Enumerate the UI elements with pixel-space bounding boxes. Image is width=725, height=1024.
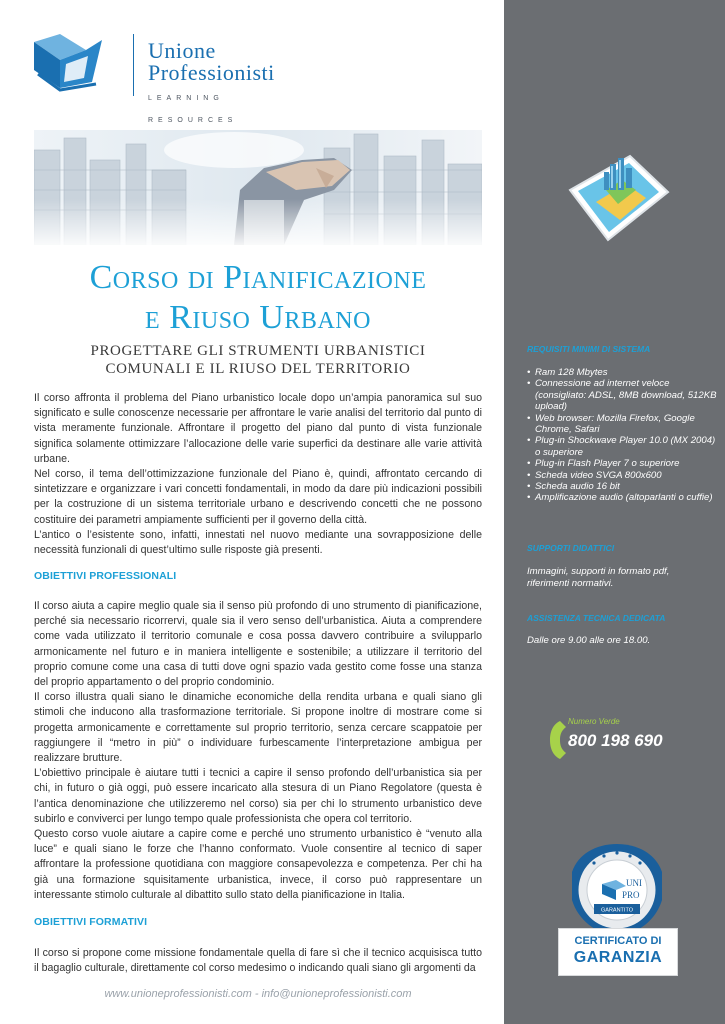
phone-number[interactable]: 800 198 690 — [568, 731, 663, 750]
badge-card — [558, 928, 678, 976]
phone-icon — [550, 721, 566, 759]
badge-line1: CERTIFICATO DI — [574, 935, 662, 947]
hero-image — [34, 130, 482, 245]
course-subtitle-line2: COMUNALI E IL RIUSO DEL TERRITORIO — [105, 361, 411, 377]
section-paragraph: Il corso aiuta a capire meglio quale sia il senso più profondo di uno strumento di pianificazione, perché sia necessario ricorrervi, quale sia il vero senso dell’urbanistica. Aiuta a comprendere come vada utilizzato il territorio comunale e cosa possa davvero contribuire a svilupparlo armonicamente nel futuro e in maniera intelligente e sostenibile; a utilizzare il territorio del proprio comune come una casa di tutti dove ogni spazio vada gestito come fosse una stanza del proprio appartamento o del proprio condominio. — [34, 600, 482, 689]
course-title — [34, 258, 482, 338]
materials-text: Immagini, supporti in formato pdf, riferimenti normativi. — [527, 566, 670, 589]
book-logo-icon — [30, 30, 106, 96]
support-text: Dalle ore 9.00 alle ore 18.00. — [527, 635, 651, 646]
intro-paragraph: Il corso affronta il problema del Piano urbanistico locale dopo un’ampia panoramica sul suo significato e sulle conoscenze necessarie per affrontare le varie analisi del territorio dal punto di vista meramente funzionale. Affrontare il progetto del piano dal punto di vista funzionale significa solamente ottimizzare l’allocazione delle varie superfici da destinare alle varie attività urbane. — [34, 392, 482, 465]
requirements-list — [527, 367, 717, 504]
section-paragraph: Questo corso vuole aiutare a capire come e perché uno strumento urbanistico è “venuto alla luce” e quali siano le forze che l’hanno conformato. Vuole consentire al tecnico di saper affrontare la professione quotidiana con maggiore consapevolezza e competenza. Per chi ha già una formazione squisitamente urbanistica, invece, il corso può rappresentare un interessante stimolo culturale al dibattito sullo stato della pianificazione in Italia. — [34, 828, 482, 901]
brand-name — [148, 40, 300, 132]
list-item: • Amplificazione audio (altoparlanti o cuffie) — [527, 492, 717, 503]
seal-guaranteed: GARANTITO — [601, 907, 633, 914]
section-paragraph: Il corso illustra quali siano le dinamiche economiche della rendita urbana e quali siano gli stimoli che inducono alla trasformazione territoriale. Si propone inoltre di mostrare come si progetta armonicamente e correttamente sul proprio territorio, senza cercare scappatoie per raggiungere il “metro in più” o individuare furbescamente l’interpretazione ambigua per realizzare brutture. — [34, 691, 482, 765]
list-item: • Scheda audio 16 bit — [527, 481, 717, 492]
brand-tagline: LEARNING RESOURCES — [148, 95, 238, 124]
sidebar-heading-materials: SUPPORTI DIDATTICI — [527, 543, 615, 553]
section-heading-training-objectives: OBIETTIVI FORMATIVI — [34, 916, 148, 928]
list-item: • Scheda video SVGA 800x600 — [527, 470, 717, 481]
intro-paragraph: Nel corso, il tema dell’ottimizzazione funzionale del Piano è, quindi, affrontato cercando di sintetizzare e organizzare i vari concetti fondamentali, in modo da dare più indicazioni possibili per la costruzione di un sistema territoriale urbano e descrivendo concetti che ne possono costituire dei parametri ampiamente sufficienti per il governo della città. — [34, 468, 482, 526]
badge-line2: GARANZIA — [573, 949, 663, 966]
brand-logo — [30, 28, 300, 124]
brand-name-line2: Professionisti — [148, 60, 275, 85]
seal-pro: PRO — [622, 890, 640, 900]
list-item: • Ram 128 Mbytes — [527, 367, 717, 378]
seal-uni: UNI — [626, 878, 642, 888]
footer-contact[interactable]: www.unioneprofessionisti.com - info@unioneprofessionisti.com — [104, 988, 412, 1000]
sidebar-heading-requirements: REQUISITI MINIMI DI SISTEMA — [527, 344, 651, 354]
course-title-line1: Corso di Pianificazione — [89, 259, 427, 296]
section-paragraph: L’obiettivo principale è aiutare tutti i tecnici a capire il senso profondo dell’urbanistica sia per chi, in futuro o già oggi, può essere incaricato alla stesura di un Piano Regolatore (questa è l’antica denominazione che utilizzeremo nel corso) sia per chi lo strumento urbanistico deve subirlo e conviverci per lungo tempo quale professionista che opera col territorio. — [34, 767, 482, 825]
map-tablet-icon — [566, 150, 671, 245]
intro-paragraph: L’antico o l’esistente sono, infatti, innestati nel nuovo mediante una sovrapposizione delle necessità funzionali di quest’ultimo sulle risposte già presenti. — [34, 528, 482, 557]
professional-objectives-text — [34, 599, 482, 903]
sidebar-heading-support: ASSISTENZA TECNICA DEDICATA — [527, 613, 666, 623]
logo-divider — [133, 34, 134, 96]
seal-icon — [566, 840, 668, 940]
training-objectives-text — [34, 946, 482, 976]
list-item: • Connessione ad internet veloce (consigliato: ADSL, 8MB download, 512KB upload) — [527, 378, 717, 412]
phone-label: Numero Verde — [568, 717, 620, 726]
course-subtitle — [34, 342, 482, 378]
course-title-line2: e Riuso Urbano — [145, 299, 371, 336]
brand-name-line1: Unione — [148, 38, 216, 63]
list-item: • Plug-in Flash Player 7 o superiore — [527, 458, 717, 469]
course-subtitle-line1: PROGETTARE GLI STRUMENTI URBANISTICI — [90, 343, 426, 359]
intro-text — [34, 391, 482, 558]
toll-free-number[interactable] — [550, 715, 680, 765]
list-item: • Web browser: Mozilla Firefox, Google Chrome, Safari — [527, 413, 717, 436]
section-paragraph: Il corso si propone come missione fondamentale quella di fare sì che il tecnico acquisisca tutto il bagaglio culturale, direttamente col corso medesimo o indicando quali siano gli argomenti da — [34, 947, 482, 975]
list-item: • Plug-in Shockwave Player 10.0 (MX 2004) o superiore — [527, 435, 717, 458]
guarantee-badge — [558, 840, 678, 970]
section-heading-professional-objectives: OBIETTIVI PROFESSIONALI — [34, 570, 177, 582]
